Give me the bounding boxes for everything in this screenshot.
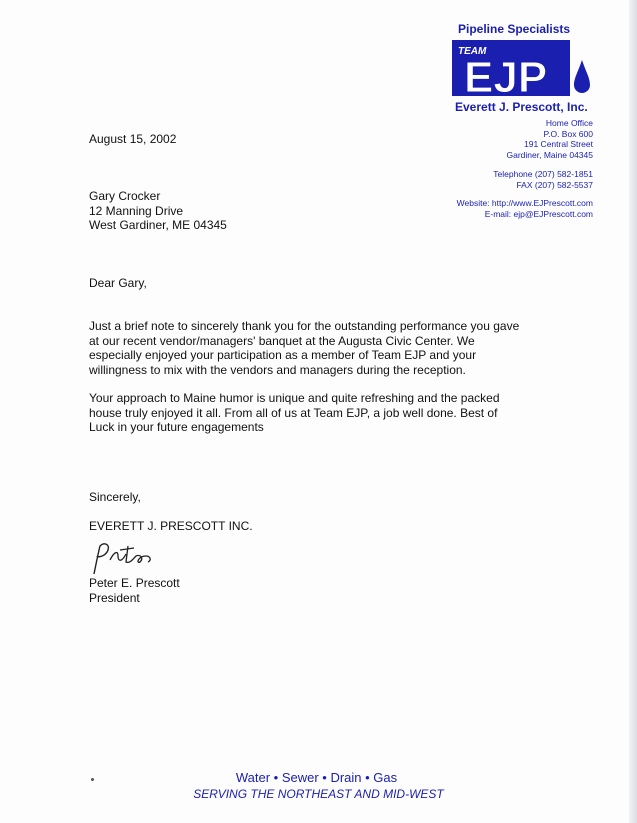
footer-slogan: SERVING THE NORTHEAST AND MID-WEST bbox=[193, 787, 444, 801]
paragraph-line: especially enjoyed your participation as a member of Team EJP and your bbox=[89, 348, 477, 362]
recipient-line: 12 Manning Drive bbox=[89, 203, 184, 218]
paragraph-line: Just a brief note to sincerely thank you for the outstanding performance you gave bbox=[89, 319, 520, 333]
letterhead-company-name: Everett J. Prescott, Inc. bbox=[455, 100, 588, 114]
closing: Sincerely, bbox=[89, 490, 141, 504]
body-paragraph-1 bbox=[89, 319, 519, 377]
body-paragraph-2 bbox=[89, 391, 500, 435]
logo-team-text: TEAM bbox=[458, 46, 487, 57]
phone-line: Telephone (207) 582-1851 bbox=[493, 169, 593, 179]
paragraph-line: house truly enjoyed it all. From all of us at Team EJP, a job well done. Best of bbox=[89, 405, 498, 420]
paragraph-line: willingness to mix with the vendors and managers during the reception. bbox=[89, 362, 466, 377]
letterhead-phone bbox=[493, 169, 593, 190]
footer-services bbox=[0, 770, 637, 785]
recipient-line: Gary Crocker bbox=[89, 189, 161, 203]
page-edge-shadow bbox=[629, 0, 637, 823]
logo-mark-text: EJP bbox=[464, 53, 548, 100]
salutation: Dear Gary, bbox=[89, 276, 147, 290]
signing-company: EVERETT J. PRESCOTT INC. bbox=[89, 519, 253, 533]
letterhead-tagline: Pipeline Specialists bbox=[458, 22, 571, 36]
water-drop-icon bbox=[574, 60, 590, 93]
ejp-logo bbox=[452, 38, 594, 100]
signer-name: Peter E. Prescott bbox=[89, 576, 180, 590]
paragraph-line: Luck in your future engagements bbox=[89, 420, 264, 434]
website-line: Website: http://www.EJPrescott.com bbox=[456, 198, 593, 208]
paragraph-line: at our recent vendor/managers' banquet at the Augusta Civic Center. We bbox=[89, 333, 475, 348]
paragraph-line: Your approach to Maine humor is unique and quite refreshing and the packed bbox=[89, 391, 500, 405]
email-line: E-mail: ejp@EJPrescott.com bbox=[484, 208, 593, 219]
address-line: 191 Central Street bbox=[524, 139, 593, 149]
signer-block bbox=[89, 576, 180, 605]
letterhead-address bbox=[507, 118, 593, 160]
address-line: Gardiner, Maine 04345 bbox=[506, 149, 593, 160]
footer-services-text: Water • Sewer • Drain • Gas bbox=[235, 770, 398, 785]
address-line: Home Office bbox=[545, 118, 593, 128]
handwritten-signature bbox=[88, 540, 162, 576]
letter-date: August 15, 2002 bbox=[89, 132, 177, 146]
letterhead-web bbox=[457, 198, 593, 219]
recipient-line: West Gardiner, ME 04345 bbox=[89, 218, 227, 232]
fax-line: FAX (207) 582-5537 bbox=[516, 179, 593, 190]
signer-title: President bbox=[89, 590, 140, 605]
address-line: P.O. Box 600 bbox=[543, 128, 593, 139]
recipient-address bbox=[89, 189, 227, 233]
